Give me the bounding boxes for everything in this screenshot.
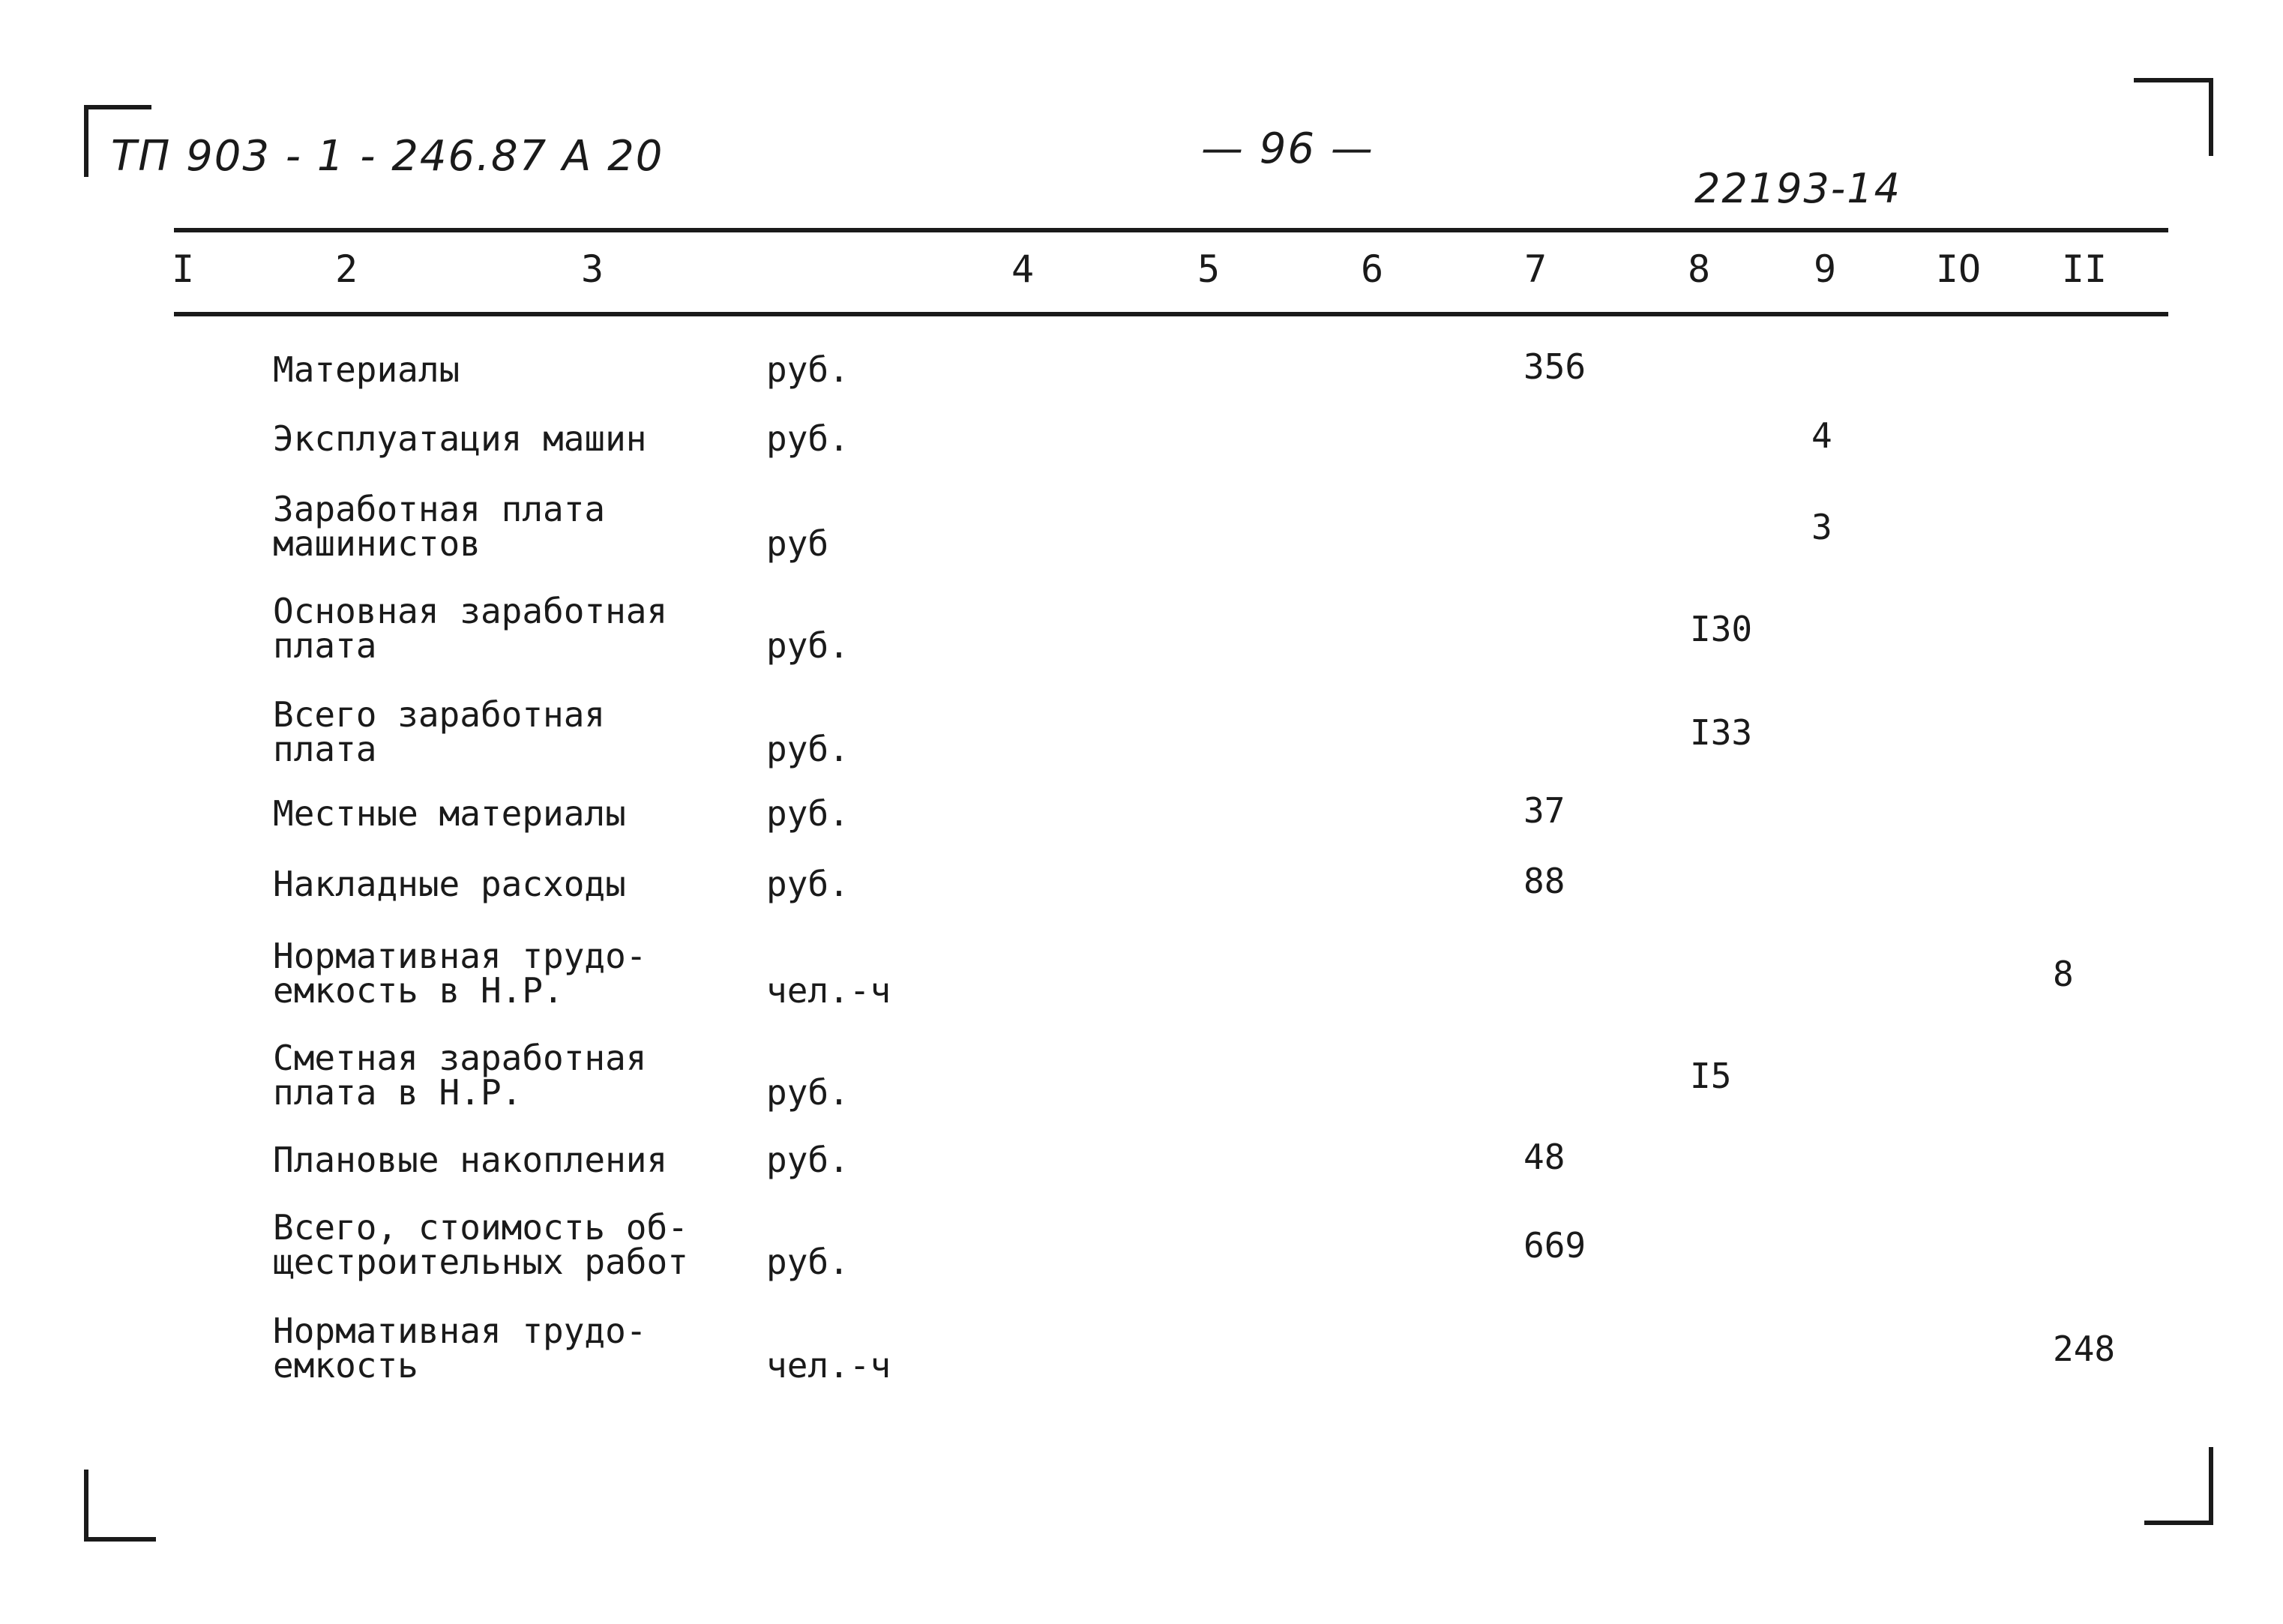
corner-mark-top-left (84, 105, 88, 177)
corner-mark-bottom-left (84, 1470, 88, 1542)
row-value: 4 (1811, 415, 1832, 456)
row-unit: руб. (766, 418, 849, 459)
page-number: — 96 — (1201, 124, 1374, 173)
corner-mark-top-left (84, 105, 151, 109)
row-value: 669 (1523, 1225, 1586, 1266)
row-label: Заработная плата машинистов (273, 489, 606, 564)
row-unit: руб (766, 523, 829, 564)
row-unit: руб. (766, 625, 849, 666)
column-number: 8 (1687, 247, 1711, 291)
row-value: 3 (1811, 507, 1832, 547)
row-unit: руб. (766, 1140, 849, 1180)
row-label: Основная заработная плата (273, 591, 668, 666)
row-label: Нормативная трудо- емкость в Н.Р. (273, 936, 647, 1011)
column-number: 2 (334, 247, 358, 291)
row-value: I30 (1690, 609, 1753, 649)
row-label: Местные материалы (273, 793, 626, 834)
row-label: Материалы (273, 349, 460, 390)
row-value: 48 (1523, 1137, 1565, 1177)
row-value: 8 (2053, 954, 2074, 994)
row-value: 356 (1523, 346, 1586, 387)
row-unit: руб. (766, 349, 849, 390)
row-value: I33 (1690, 712, 1753, 753)
row-label: Накладные расходы (273, 864, 626, 904)
row-value: 248 (2053, 1329, 2116, 1369)
row-unit: руб. (766, 1242, 849, 1282)
row-label: Сметная заработная плата в Н.Р. (273, 1038, 647, 1113)
column-number: 4 (1011, 247, 1035, 291)
row-value: 37 (1523, 790, 1565, 831)
row-unit: руб. (766, 793, 849, 834)
row-value: I5 (1690, 1056, 1732, 1096)
row-label: Плановые накопления (273, 1140, 668, 1180)
column-number: II (2061, 247, 2108, 291)
table-header-rule (174, 312, 2168, 316)
column-number: 3 (580, 247, 604, 291)
table-top-rule (174, 228, 2168, 232)
column-number: 5 (1197, 247, 1221, 291)
row-label: Всего заработная плата (273, 694, 606, 769)
row-value: 88 (1523, 861, 1565, 901)
row-unit: руб. (766, 864, 849, 904)
sheet-code: 22193-14 (1694, 165, 1901, 212)
row-unit: чел.-ч (766, 970, 891, 1011)
document-code: ТП 903 - 1 - 246.87 A 20 (111, 132, 664, 181)
row-label: Нормативная трудо- емкость (273, 1311, 647, 1386)
column-number: 6 (1360, 247, 1384, 291)
corner-mark-bottom-right (2209, 1447, 2213, 1525)
row-unit: руб. (766, 729, 849, 769)
corner-mark-bottom-right (2144, 1521, 2213, 1525)
corner-mark-top-right (2134, 78, 2213, 82)
row-unit: руб. (766, 1072, 849, 1113)
row-label: Эксплуатация машин (273, 418, 647, 459)
column-number: I (171, 247, 195, 291)
row-label: Всего, стоимость об- щестроительных работ (273, 1207, 688, 1282)
row-unit: чел.-ч (766, 1345, 891, 1386)
corner-mark-top-right (2209, 78, 2213, 156)
corner-mark-bottom-left (84, 1537, 156, 1542)
column-number: 7 (1523, 247, 1547, 291)
column-number: 9 (1813, 247, 1837, 291)
column-number: IO (1935, 247, 1982, 291)
